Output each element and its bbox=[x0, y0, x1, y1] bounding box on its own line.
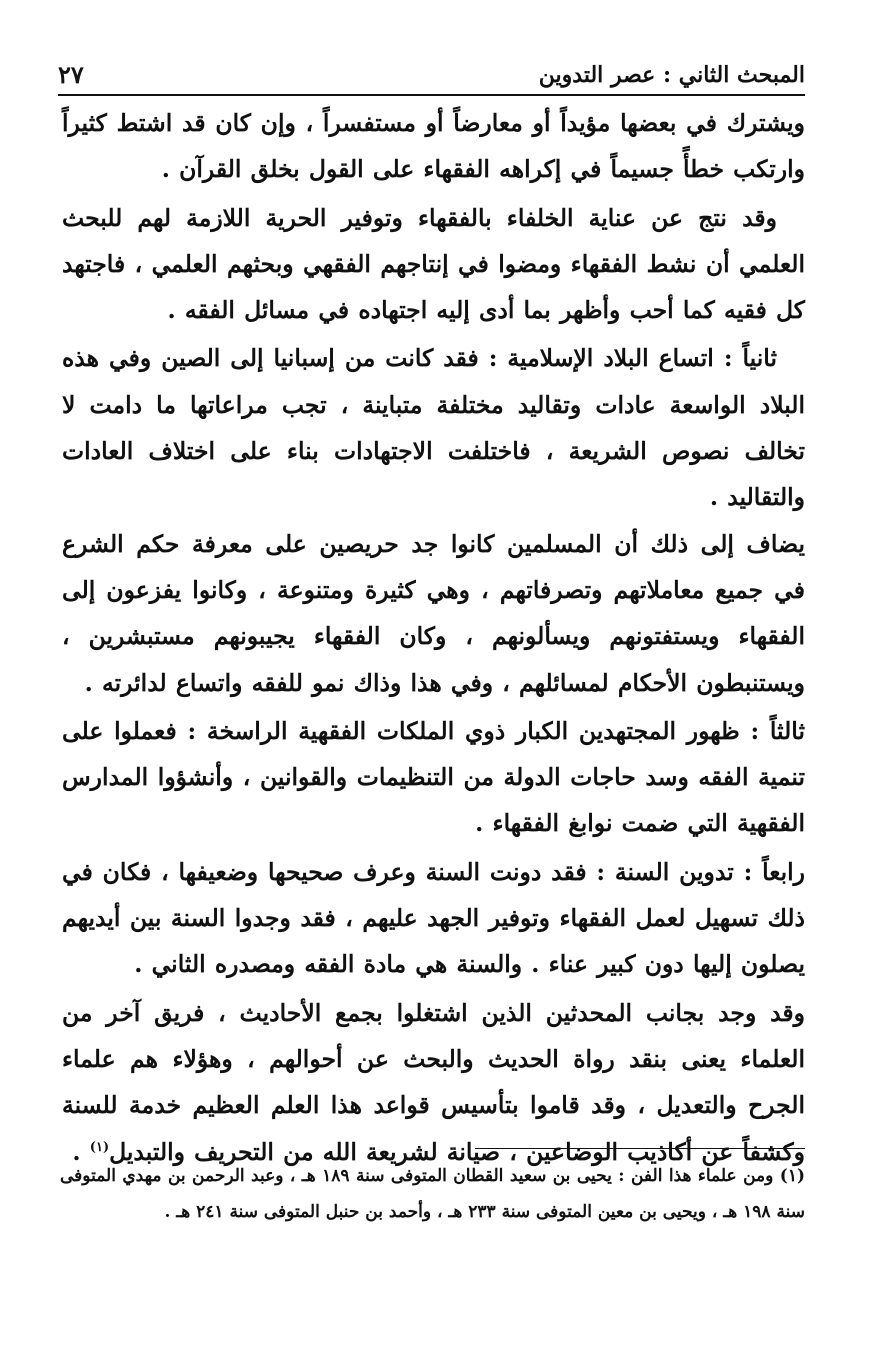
footnote-reference: (١) bbox=[89, 1139, 110, 1155]
page-number: ٢٧ bbox=[58, 60, 84, 89]
paragraph-2: وقد نتج عن عناية الخلفاء بالفقهاء وتوفير الحرية اللازمة لهم للبحث العلمي أن نشط الفقهاء ومضوا في إنتاجهم الفقهي وبحثهم العلمي ، فاجتهد كل فقيه كما أحب وأظهر بما أدى إليه اجتهاده في مسائل الفقه . bbox=[62, 203, 805, 325]
paragraph-1: ويشترك في بعضها مؤيداً أو معارضاً أو مستفسراً ، وإن كان قد اشتط كثيراً وارتكب خطأً جسيماً في إكراهه الفقهاء على القول بخلق القرآن . bbox=[62, 109, 805, 184]
paragraph-7-end: . bbox=[72, 1137, 90, 1166]
running-title: المبحث الثاني : عصر التدوين bbox=[538, 62, 805, 88]
paragraph-7-text: وقد وجد بجانب المحدثين الذين اشتغلوا بجمع الأحاديث ، فريق آخر من العلماء يعنى بنقد رواة الحديث والبحث عن أحوالهم ، وهؤلاء هم علماء الجرح والتعديل ، وقد قاموا بتأسيس قواعد هذا العلم العظيم خدمة للسنة وكشفاً عن أكاذيب الوضاعين ، صيانة لشريعة الله من التحريف والتبديل bbox=[62, 998, 805, 1166]
running-header bbox=[58, 54, 805, 96]
paragraph-4: يضاف إلى ذلك أن المسلمين كانوا جد حريصين على معرفة حكم الشرع في جميع معاملاتهم وتصرفاتهم ، وهي كثيرة ومتنوعة ، وكانوا يفزعون إلى الفقهاء ويستفتونهم ويسألونهم ، وكان الفقهاء يجيبونهم مستبشرين ، ويستنبطون الأحكام لمسائلهم ، وفي هذا وذاك نمو للفقه واتساع لدائرته . bbox=[62, 529, 805, 697]
paragraph-3: ثانياً : اتساع البلاد الإسلامية : فقد كانت من إسبانيا إلى الصين وفي هذه البلاد الواسعة عادات وتقاليد مختلفة متباينة ، تجب مراعاتها ما دامت لا تخالف نصوص الشريعة ، فاختلفت الاجتهادات بناء على اختلاف العادات والتقاليد . bbox=[62, 344, 805, 512]
body-text bbox=[62, 100, 805, 1175]
footnotes bbox=[60, 1158, 805, 1230]
footnote-1: (١) ومن علماء هذا الفن : يحيى بن سعيد القطان المتوفى سنة ١٨٩ هـ ، وعبد الرحمن بن مهدي المتوفى سنة ١٩٨ هـ ، ويحيى بن معين المتوفى سنة ٢٣٣ هـ ، وأحمد بن حنبل المتوفى سنة ٢٤١ هـ . bbox=[60, 1166, 805, 1222]
paragraph-5: ثالثاً : ظهور المجتهدين الكبار ذوي الملكات الفقهية الراسخة : فعملوا على تنمية الفقه وسد حاجات الدولة من التنظيمات والقوانين ، وأنشؤوا المدارس الفقهية التي ضمت نوابغ الفقهاء . bbox=[62, 716, 805, 838]
footnote-divider bbox=[475, 1148, 805, 1149]
paragraph-6: رابعاً : تدوين السنة : فقد دونت السنة وعرف صحيحها وضعيفها ، فكان في ذلك تسهيل لعمل الفقهاء وتوفير الجهد عليهم ، فقد وجدوا السنة بين أيديهم يصلون إليها دون كبير عناء . والسنة هي مادة الفقه ومصدره الثاني . bbox=[62, 857, 805, 979]
